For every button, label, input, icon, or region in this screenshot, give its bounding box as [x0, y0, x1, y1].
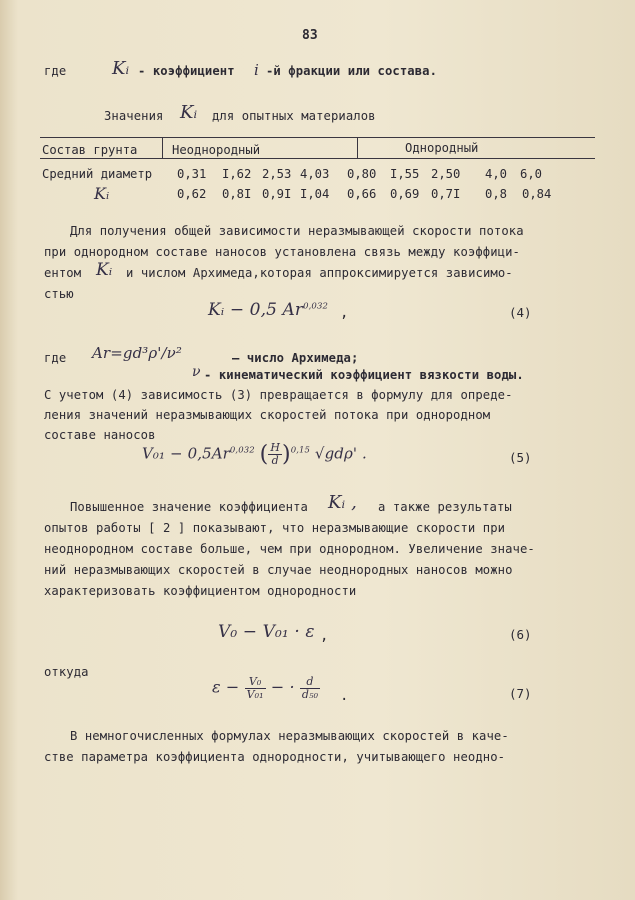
eq4-comma: , — [340, 305, 349, 321]
intro-where: где — [44, 64, 67, 78]
eq5-tail: . — [362, 444, 367, 463]
eq5-exp2: 0,15 — [290, 445, 311, 456]
archimedes-text: – число Архимеда; — [232, 351, 359, 365]
table-cell: 0,62 — [177, 187, 207, 201]
table-cell: I,04 — [300, 187, 330, 201]
eq4-exponent: 0,032 — [303, 301, 328, 312]
table-cell: 4,0 — [485, 167, 508, 181]
table-top-rule — [40, 137, 595, 138]
eq7-tail: . — [340, 688, 349, 704]
table-cell: 6,0 — [520, 167, 543, 181]
table-cell: 0,9I — [262, 187, 292, 201]
para1-line3b: и числом Архимеда,которая аппроксимируется зависимо- — [126, 266, 513, 280]
table-cell: 4,03 — [300, 167, 330, 181]
table-row-diameter-label: Средний диаметр — [42, 167, 153, 181]
table-divider-1 — [162, 138, 163, 158]
table-mid-rule — [40, 158, 595, 159]
table-cell: 0,7I — [431, 187, 461, 201]
eq7-fraction-1 — [245, 676, 266, 700]
eq7-f2-num: d — [300, 676, 320, 689]
table-cell: 0,69 — [390, 187, 420, 201]
table-cell: 0,84 — [522, 187, 552, 201]
para1-line1: Для получения общей зависимости неразмывающей скорости потока — [70, 224, 524, 238]
nu-symbol: ν — [192, 364, 201, 380]
para2-line3: составе наносов — [44, 428, 156, 442]
equation-5-number: (5) — [509, 450, 532, 465]
table-cell: 2,53 — [262, 167, 292, 181]
nu-text: - кинематический коэффициент вязкости воды. — [204, 368, 524, 382]
table-cell: I,55 — [390, 167, 420, 181]
para3-line4: ний неразмывающих скоростей в случае неоднородных наносов можно — [44, 563, 513, 577]
eq7-fraction-2 — [300, 676, 320, 700]
eq5-fraction — [268, 442, 282, 466]
eq7-f2-den: d₅₀ — [301, 687, 319, 701]
eq6-comma: , — [320, 628, 329, 644]
eq7-f1-den: V₀₁ — [246, 687, 264, 701]
eq7-mid: − · — [270, 677, 295, 697]
table-row-k-label: Kᵢ — [94, 184, 110, 203]
para1-line2: при однородном составе наносов установлена связь между коэффици- — [44, 245, 520, 259]
para1-line3a: ентом — [44, 266, 82, 280]
para3-line3: неоднородном составе больше, чем при однородном. Увеличение значе- — [44, 542, 535, 556]
eq5-frac-den: d — [271, 454, 279, 467]
table-header-heterogeneous: Неоднородный — [172, 143, 261, 157]
table-caption-a: Значения — [104, 109, 164, 123]
eq5-paren-close: ) — [282, 442, 291, 467]
eq5-frac-num: H — [270, 441, 281, 455]
eq4-lhs: Kᵢ − 0,5 Ar — [208, 300, 304, 320]
para3-line1a: Повышенное значение коэффициента — [70, 500, 308, 514]
eq5-root: √gdρ' — [314, 444, 358, 463]
table-cell: 0,31 — [177, 167, 207, 181]
table-caption-b: для опытных материалов — [212, 109, 376, 123]
archimedes-definition: Ar=gd³ρ'/ν² — [92, 344, 183, 362]
eq5-exp1: 0,032 — [229, 445, 255, 456]
equation-6: V₀ − V₀₁ · ε — [218, 622, 315, 642]
table-divider-2 — [357, 138, 358, 158]
intro-text-a: - коэффициент — [138, 64, 235, 78]
para3-line2: опытов работы [ 2 ] показывают, что неразмывающие скорости при — [44, 521, 506, 535]
equation-6-number: (6) — [509, 627, 532, 642]
table-cell: 0,66 — [347, 187, 377, 201]
intro-symbol-i: i — [254, 61, 259, 79]
para4-line1: В немногочисленных формулах неразмывающих скоростей в каче- — [70, 729, 509, 743]
para2-line2: ления значений неразмывающих скоростей потока при однородном — [44, 408, 491, 422]
equation-4-number: (4) — [509, 305, 532, 320]
intro-text-b: -й фракции или состава. — [266, 64, 438, 78]
para1-line3-symbol: Kᵢ — [96, 260, 113, 280]
para3-line1b: а также результаты — [378, 500, 512, 514]
eq7-f1-num: V₀ — [245, 676, 266, 689]
equation-7 — [212, 676, 320, 700]
para4-line2: стве параметра коэффициента однородности, учитывающего неодно- — [44, 750, 506, 764]
table-cell: 0,8 — [485, 187, 508, 201]
page-number: 83 — [302, 28, 318, 43]
table-cell: 0,8I — [222, 187, 252, 201]
eq5-lhs: V₀₁ − 0,5Ar — [142, 444, 230, 463]
equation-7-number: (7) — [509, 686, 532, 701]
table-cell: 2,50 — [431, 167, 461, 181]
para1-line4: стью — [44, 287, 74, 301]
where-word: где — [44, 351, 67, 365]
para3-line5: характеризовать коэффициентом однородности — [44, 584, 357, 598]
table-caption-symbol: Kᵢ — [180, 102, 198, 123]
table-cell: I,62 — [222, 167, 252, 181]
table-header-composition: Состав грунта — [42, 143, 138, 157]
eq7-lhs: ε − — [212, 677, 240, 697]
table-header-homogeneous: Однородный — [405, 141, 479, 155]
eq5-paren-open: ( — [259, 442, 269, 467]
intro-symbol: Kᵢ — [112, 58, 130, 79]
equation-4 — [208, 300, 328, 320]
para3-line1-symbol: Kᵢ , — [328, 492, 357, 513]
table-cell: 0,80 — [347, 167, 377, 181]
equation-5 — [142, 442, 367, 467]
from-word: откуда — [44, 665, 89, 679]
para2-line1: С учетом (4) зависимость (3) превращается в формулу для опреде- — [44, 388, 513, 402]
